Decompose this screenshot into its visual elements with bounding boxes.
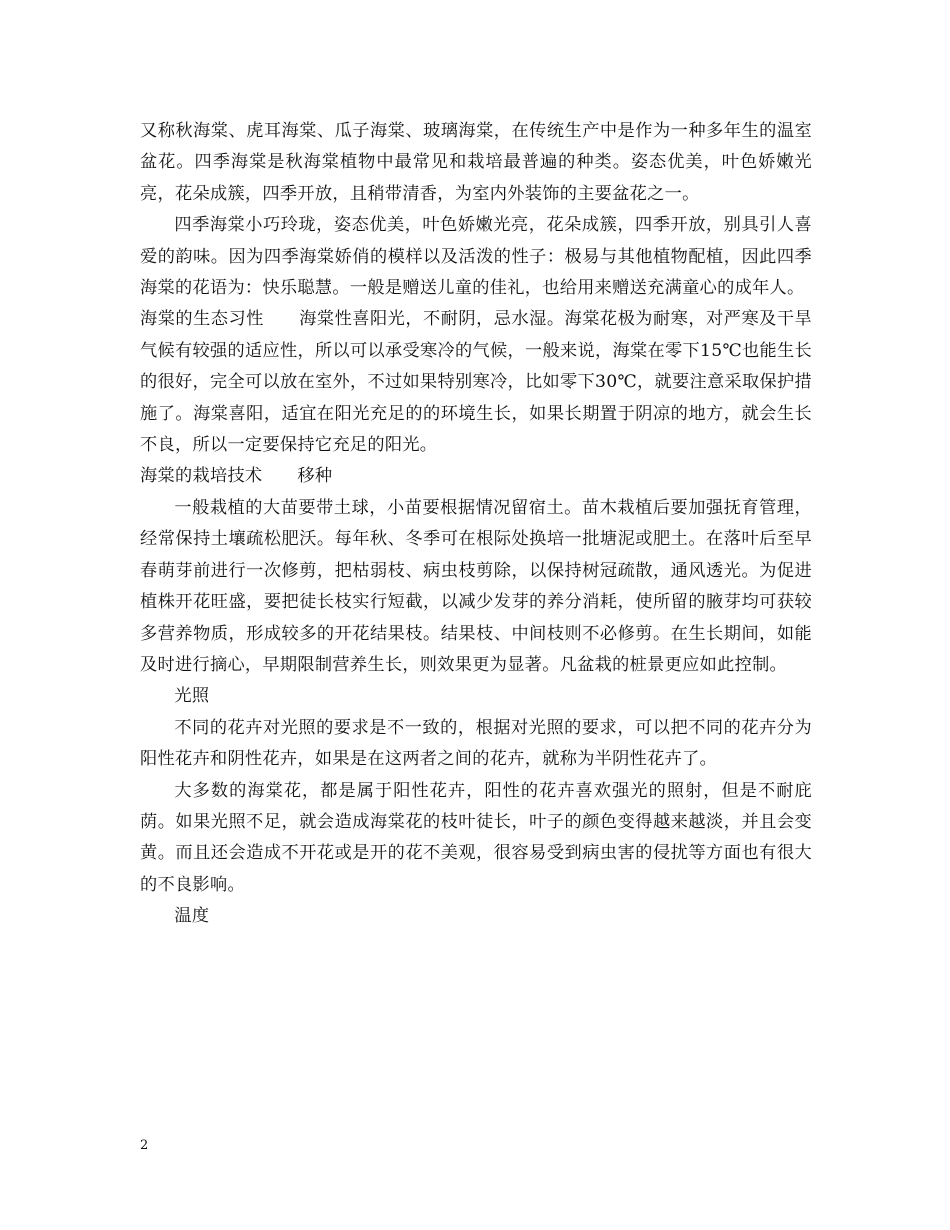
- paragraph-light-2: 大多数的海棠花，都是属于阳性花卉，阳性的花卉喜欢强光的照射，但是不耐庇荫。如果光照不足，就会造成海棠花的枝叶徒长，叶子的颜色变得越来越淡，并且会变黄。而且还会造成不开花或是开的花不美观，很容易受到病虫害的侵扰等方面也有很大的不良影响。: [140, 780, 812, 895]
- body-text: [140, 116, 812, 933]
- paragraph-transplant: 一般栽植的大苗要带土球，小苗要根据情况留宿土。苗木栽植后要加强抚育管理，经常保持土壤疏松肥沃。每年秋、冬季可在根际处换培一批塘泥或肥土。在落叶后至早春萌芽前进行一次修剪，把枯弱枝、病虫枝剪除，以保持树冠疏散，通风透光。为促进植株开花旺盛，要把徒长枝实行短截，以减少发芽的养分消耗，使所留的腋芽均可获较多营养物质，形成较多的开花结果枝。结果枝、中间枝则不必修剪。在生长期间，如能及时进行摘心，早期限制营养生长，则效果更为显著。凡盆栽的桩景更应如此控制。: [140, 497, 812, 675]
- page-number: 2: [140, 1138, 149, 1153]
- paragraph-ecology: 海棠的生态习性 海棠性喜阳光，不耐阴，忌水湿。海棠花极为耐寒，对严寒及干旱气候有较强的适应性，所以可以承受寒冷的气候，一般来说，海棠在零下15℃也能生长的很好，完全可以放在室外，不过如果特别寒冷，比如零下30℃，就要注意采取保护措施了。海棠喜阳，适宜在阳光充足的的环境生长，如果长期置于阴凉的地方，就会生长不良，所以一定要保持它充足的阳光。: [140, 309, 812, 456]
- heading-cultivation: 海棠的栽培技术 移种: [140, 466, 333, 487]
- paragraph-light-1: 不同的花卉对光照的要求是不一致的，根据对光照的要求，可以把不同的花卉分为阳性花卉和阴性花卉，如果是在这两者之间的花卉，就称为半阴性花卉了。: [140, 717, 812, 770]
- heading-light: 光照: [174, 686, 210, 707]
- paragraph-1: 又称秋海棠、虎耳海棠、瓜子海棠、玻璃海棠，在传统生产中是作为一种多年生的温室盆花。四季海棠是秋海棠植物中最常见和栽培最普遍的种类。姿态优美，叶色娇嫩光亮，花朵成簇，四季开放，且稍带清香，为室内外装饰的主要盆花之一。: [140, 121, 812, 204]
- heading-temperature: 温度: [174, 906, 210, 927]
- paragraph-2: 四季海棠小巧玲珑，姿态优美，叶色娇嫩光亮，花朵成簇，四季开放，别具引人喜爱的韵味。因为四季海棠娇俏的模样以及活泼的性子：极易与其他植物配植，因此四季海棠的花语为：快乐聪慧。一般是赠送儿童的佳礼，也给用来赠送充满童心的成年人。: [140, 215, 812, 299]
